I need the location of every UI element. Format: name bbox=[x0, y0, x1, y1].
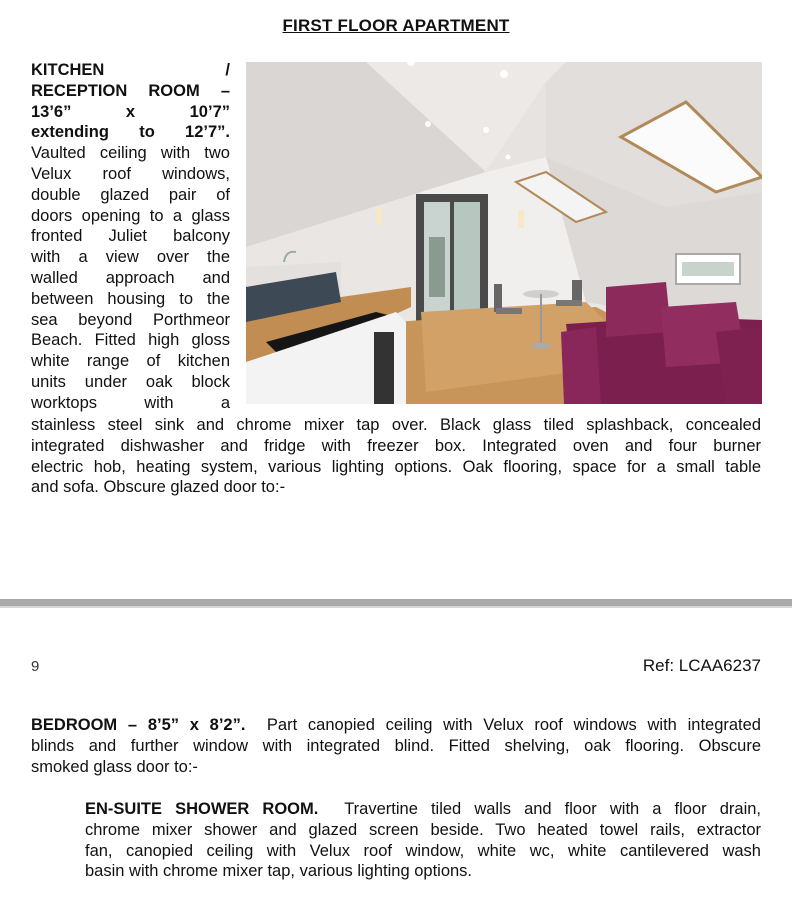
bedroom-text-line-3: smoked glass door to:- bbox=[31, 757, 198, 776]
page-divider-shadow bbox=[0, 606, 792, 608]
page-title: FIRST FLOOR APARTMENT bbox=[282, 16, 510, 35]
ensuite-description bbox=[85, 799, 761, 882]
page-number: 9 bbox=[31, 658, 40, 675]
kitchen-text-line: 13’6” x 10’7” bbox=[31, 102, 230, 121]
kitchen-text-line: Vaulted ceiling with two bbox=[31, 144, 230, 163]
ensuite-text-line-3: fan, canopied ceiling with Velux roof window, white wc, white cantilevered wash bbox=[85, 841, 761, 860]
bedroom-text-line-2: blinds and further window with integrated blind. Fitted shelving, oak flooring. Obscure bbox=[31, 736, 761, 755]
kitchen-text-line: units under oak block bbox=[31, 372, 230, 391]
kitchen-description-continued bbox=[31, 415, 761, 498]
kitchen-text-line: integrated dishwasher and fridge with freezer box. Integrated oven and four burner bbox=[31, 436, 761, 455]
kitchen-text-line: white range of kitchen bbox=[31, 352, 230, 371]
ensuite-text-line-2: chrome mixer shower and glazed screen beside. Two heated towel rails, extractor bbox=[85, 820, 761, 839]
kitchen-text-line: fronted Juliet balcony bbox=[31, 227, 230, 246]
kitchen-text-line: walled approach and bbox=[31, 268, 230, 287]
bedroom-description bbox=[31, 715, 761, 777]
kitchen-text-line: worktops with a bbox=[31, 393, 230, 412]
kitchen-text-line: with a view over the bbox=[31, 248, 230, 267]
kitchen-text-line: electric hob, heating system, various lighting options. Oak flooring, space for a small table bbox=[31, 457, 761, 476]
kitchen-text-line: extending to 12’7”. bbox=[31, 123, 230, 142]
ensuite-text-line-4: basin with chrome mixer tap, various lighting options. bbox=[85, 862, 473, 881]
kitchen-text-line: doors opening to a glass bbox=[31, 206, 230, 225]
kitchen-description-column bbox=[31, 60, 230, 414]
kitchen-text-line: sea beyond Porthmeor bbox=[31, 310, 230, 329]
reference-number: Ref: LCAA6237 bbox=[642, 656, 761, 675]
kitchen-text-line: KITCHEN / bbox=[31, 61, 230, 79]
kitchen-text-line: and sofa. Obscure glazed door to:- bbox=[31, 478, 286, 497]
kitchen-text-line: Velux roof windows, bbox=[31, 164, 230, 183]
kitchen-reception-photo bbox=[246, 62, 762, 404]
page-divider bbox=[0, 599, 792, 606]
kitchen-text-line: RECEPTION ROOM – bbox=[31, 81, 230, 100]
bedroom-text-line-1: Part canopied ceiling with Velux roof windows with integrated bbox=[266, 716, 761, 734]
ensuite-text-line-1: Travertine tiled walls and floor with a floor drain, bbox=[344, 800, 762, 818]
kitchen-text-line: double glazed pair of bbox=[31, 185, 230, 204]
ensuite-heading: EN-SUITE SHOWER ROOM. bbox=[85, 800, 319, 818]
kitchen-text-line: stainless steel sink and chrome mixer tap over. Black glass tiled splashback, concealed bbox=[31, 416, 761, 434]
kitchen-text-line: between housing to the bbox=[31, 289, 230, 308]
kitchen-text-line: Beach. Fitted high gloss bbox=[31, 331, 230, 350]
bedroom-heading: BEDROOM – 8’5” x 8’2”. bbox=[31, 716, 246, 734]
